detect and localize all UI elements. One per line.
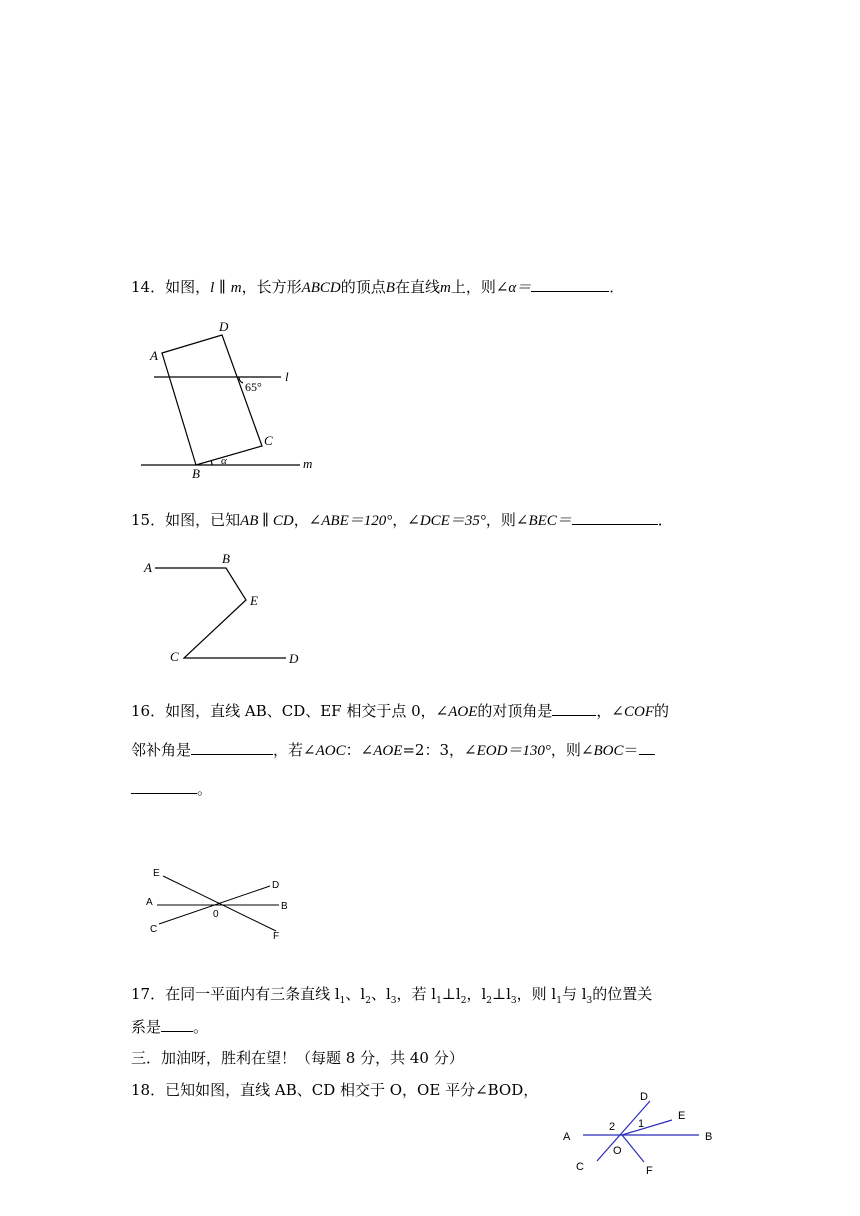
q18-text: 18．已知如图，直线 AB、CD 相交于 O，OE 平分∠BOD， <box>131 1081 539 1099</box>
q18-label-2: 2 <box>609 1121 616 1133</box>
q18-label-D: D <box>640 1091 648 1103</box>
q18-label-F: F <box>646 1165 653 1177</box>
q18-label-O: O <box>613 1145 622 1157</box>
q14-text: 14．如图，l ∥ m，长方形ABCD的顶点B在直线m上，则∠α＝ ． <box>131 278 625 296</box>
q16-label-D: D <box>272 880 280 891</box>
q18-label-A: A <box>563 1131 571 1143</box>
q15-text: 15．如图，已知AB ∥ CD，∠ABE＝120°，∠DCE＝35°，则∠BEC＝ ． <box>131 511 673 529</box>
q16-label-A: A <box>146 897 153 908</box>
q16-label-F: F <box>273 931 280 942</box>
q15-label-E: E <box>250 593 258 608</box>
q16-label-B: B <box>281 901 288 912</box>
q16-line2: 邻补角是 ，若∠AOC：∠AOE=2：3，∠EOD＝130°，则∠BOC＝ <box>131 739 655 760</box>
q15-label-A: A <box>144 560 152 575</box>
q16-label-O: 0 <box>213 909 219 920</box>
q14-label-A: A <box>150 348 158 363</box>
q16-line1: 16．如图，直线 AB、CD、EF 相交于点 0，∠AOE的对顶角是 ，∠COF的 <box>131 702 670 720</box>
q14-label-l: l <box>285 369 289 384</box>
q14-label-65: 65° <box>245 380 262 394</box>
q14-label-m: m <box>303 456 313 471</box>
q18-label-C: C <box>576 1161 584 1173</box>
q17-line1: 17．在同一平面内有三条直线 $l_1$、$l_2$、$l_3$，若 $l_1\perp l_2$，$l_2\perp l_3$，则 $l_1$与 $l_3$的位置关 <box>131 985 653 1006</box>
q18-label-B: B <box>705 1131 713 1143</box>
q17-line2: 系是 。 <box>131 1018 209 1036</box>
section-heading: 三．加油呀，胜利在望！（每题 8 分，共 40 分） <box>131 1049 464 1067</box>
q16-label-E: E <box>153 868 160 879</box>
q15-label-C: C <box>170 649 179 664</box>
q18-label-E: E <box>678 1110 686 1122</box>
q18-label-1: 1 <box>638 1118 645 1130</box>
q16-label-C: C <box>150 924 158 935</box>
q16-line3: 。 <box>131 778 212 799</box>
q14-label-D: D <box>219 319 229 334</box>
q15-label-D: D <box>289 651 299 666</box>
q15-label-B: B <box>222 551 230 566</box>
q14-label-C: C <box>264 433 273 448</box>
q14-label-alpha: α <box>221 455 227 467</box>
q14-label-B: B <box>192 466 200 481</box>
